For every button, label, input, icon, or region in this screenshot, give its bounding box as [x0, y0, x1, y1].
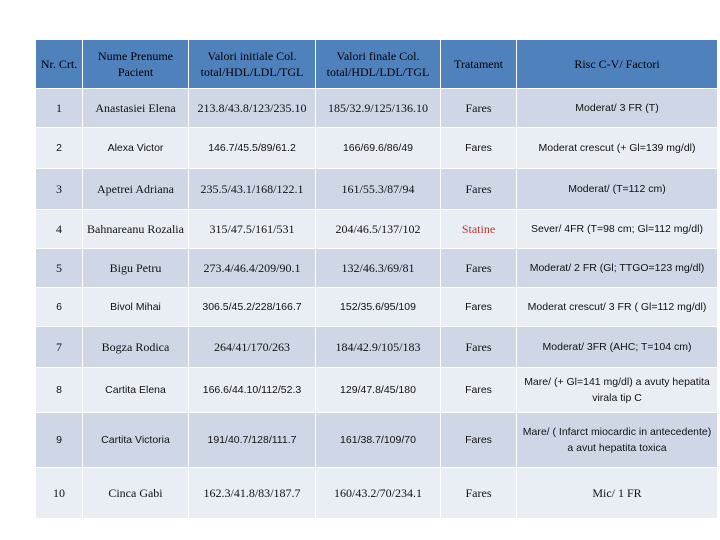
risk-factors-cell: Moderat/ 2 FR (Gl; TTGO=123 mg/dl) [517, 249, 717, 287]
header-treatment: Tratament [441, 40, 516, 88]
initial-values-cell: 191/40.7/128/111.7 [189, 413, 315, 467]
row-nr-cell: 3 [36, 169, 82, 209]
table-row [36, 210, 717, 248]
patient-name-cell: Apetrei Adriana [83, 169, 188, 209]
final-values-cell: 185/32.9/125/136.10 [316, 89, 440, 127]
initial-values-cell: 306.5/45.2/228/166.7 [189, 288, 315, 326]
header-risk: Risc C-V/ Factori [517, 40, 717, 88]
table-body [36, 89, 717, 518]
row-nr-cell: 1 [36, 89, 82, 127]
patient-name-cell: Anastasiei Elena [83, 89, 188, 127]
final-values-cell: 204/46.5/137/102 [316, 210, 440, 248]
treatment-cell: Fares [441, 249, 516, 287]
initial-values-cell: 264/41/170/263 [189, 327, 315, 367]
initial-values-cell: 273.4/46.4/209/90.1 [189, 249, 315, 287]
table-row [36, 468, 717, 518]
initial-values-cell: 166.6/44.10/112/52.3 [189, 368, 315, 412]
initial-values-cell: 235.5/43.1/168/122.1 [189, 169, 315, 209]
patient-name-cell: Bogza Rodica [83, 327, 188, 367]
risk-factors-cell: Moderat/ 3FR (AHC; T=104 cm) [517, 327, 717, 367]
header-final-values: Valori finale Col. total/HDL/LDL/TGL [316, 40, 440, 88]
row-nr-cell: 10 [36, 468, 82, 518]
table-row [36, 128, 717, 168]
patient-name-cell: Bigu Petru [83, 249, 188, 287]
treatment-cell: Fares [441, 413, 516, 467]
treatment-cell: Fares [441, 169, 516, 209]
final-values-cell: 132/46.3/69/81 [316, 249, 440, 287]
patient-name-cell: Bahnareanu Rozalia [83, 210, 188, 248]
risk-factors-cell: Moderat/ 3 FR (T) [517, 89, 717, 127]
row-nr-cell: 2 [36, 128, 82, 168]
treatment-cell: Fares [441, 89, 516, 127]
header-nr: Nr. Crt. [36, 40, 82, 88]
table-row [36, 249, 717, 287]
table-row [36, 288, 717, 326]
row-nr-cell: 7 [36, 327, 82, 367]
row-nr-cell: 8 [36, 368, 82, 412]
initial-values-cell: 213.8/43.8/123/235.10 [189, 89, 315, 127]
patient-name-cell: Cinca Gabi [83, 468, 188, 518]
treatment-cell: Fares [441, 128, 516, 168]
patient-name-cell: Bivol Mihai [83, 288, 188, 326]
final-values-cell: 160/43.2/70/234.1 [316, 468, 440, 518]
initial-values-cell: 146.7/45.5/89/61.2 [189, 128, 315, 168]
header-initial-values: Valori initiale Col. total/HDL/LDL/TGL [189, 40, 315, 88]
row-nr-cell: 4 [36, 210, 82, 248]
patient-table [35, 39, 718, 519]
row-nr-cell: 5 [36, 249, 82, 287]
final-values-cell: 152/35.6/95/109 [316, 288, 440, 326]
table-row [36, 368, 717, 412]
treatment-cell: Statine [441, 210, 516, 248]
risk-factors-cell: Sever/ 4FR (T=98 cm; Gl=112 mg/dl) [517, 210, 717, 248]
final-values-cell: 184/42.9/105/183 [316, 327, 440, 367]
table-row [36, 413, 717, 467]
final-values-cell: 161/55.3/87/94 [316, 169, 440, 209]
risk-factors-cell: Mare/ (+ Gl=141 mg/dl) a avuty hepatita virala tip C [517, 368, 717, 412]
header-name: Nume Prenume Pacient [83, 40, 188, 88]
risk-factors-cell: Moderat crescut/ 3 FR ( Gl=112 mg/dl) [517, 288, 717, 326]
treatment-cell: Fares [441, 327, 516, 367]
row-nr-cell: 9 [36, 413, 82, 467]
final-values-cell: 166/69.6/86/49 [316, 128, 440, 168]
table-row [36, 327, 717, 367]
final-values-cell: 129/47.8/45/180 [316, 368, 440, 412]
treatment-cell: Fares [441, 288, 516, 326]
initial-values-cell: 162.3/41.8/83/187.7 [189, 468, 315, 518]
header-row [36, 40, 717, 88]
initial-values-cell: 315/47.5/161/531 [189, 210, 315, 248]
risk-factors-cell: Mic/ 1 FR [517, 468, 717, 518]
treatment-cell: Fares [441, 468, 516, 518]
patient-name-cell: Cartita Elena [83, 368, 188, 412]
table-row [36, 169, 717, 209]
risk-factors-cell: Moderat crescut (+ Gl=139 mg/dl) [517, 128, 717, 168]
table-row [36, 89, 717, 127]
risk-factors-cell: Mare/ ( Infarct miocardic in antecedente) a avut hepatita toxica [517, 413, 717, 467]
row-nr-cell: 6 [36, 288, 82, 326]
patient-name-cell: Cartita Victoria [83, 413, 188, 467]
risk-factors-cell: Moderat/ (T=112 cm) [517, 169, 717, 209]
patient-name-cell: Alexa Victor [83, 128, 188, 168]
treatment-cell: Fares [441, 368, 516, 412]
final-values-cell: 161/38.7/109/70 [316, 413, 440, 467]
